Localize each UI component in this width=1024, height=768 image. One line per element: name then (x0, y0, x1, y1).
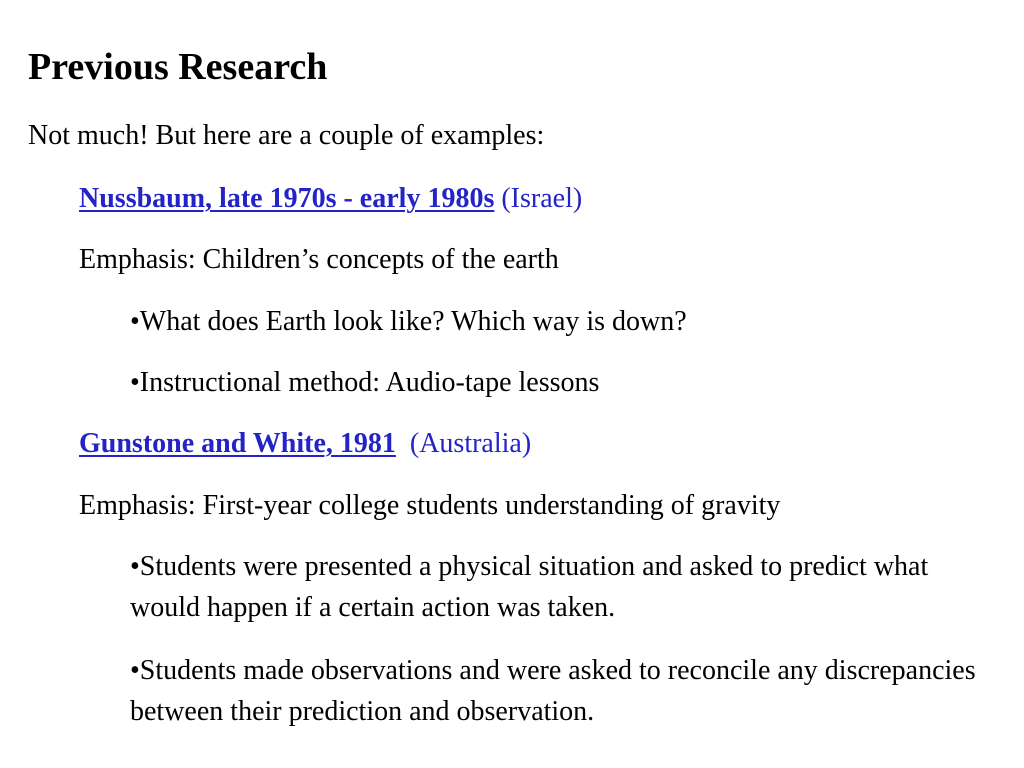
slide-title: Previous Research (28, 46, 328, 88)
study-place-israel: (Israel) (501, 183, 583, 214)
study-place-australia: (Australia) (409, 428, 532, 459)
bullet-instructional-method: •Instructional method: Audio-tape lessons (130, 367, 600, 398)
study-link-gunstone-white[interactable]: Gunstone and White, 1981 (79, 428, 396, 459)
study-emphasis-nussbaum: Emphasis: Children’s concepts of the earth (79, 244, 559, 275)
bullet-observations: •Students made observations and were asked to reconcile any discrepancies between their prediction and observation. (130, 655, 976, 727)
study-link-nussbaum[interactable]: Nussbaum, late 1970s - early 1980s (79, 183, 495, 214)
bullet-physical-situation: •Students were presented a physical situation and asked to predict what would happen if a certain action was taken. (130, 551, 929, 623)
study-heading-nussbaum (79, 178, 582, 219)
study-emphasis-gunstone: Emphasis: First-year college students understanding of gravity (79, 490, 781, 521)
bullet-earth-look: •What does Earth look like? Which way is down? (130, 306, 687, 337)
study-heading-gunstone (79, 423, 531, 464)
intro-text: Not much! But here are a couple of examples: (28, 120, 545, 151)
